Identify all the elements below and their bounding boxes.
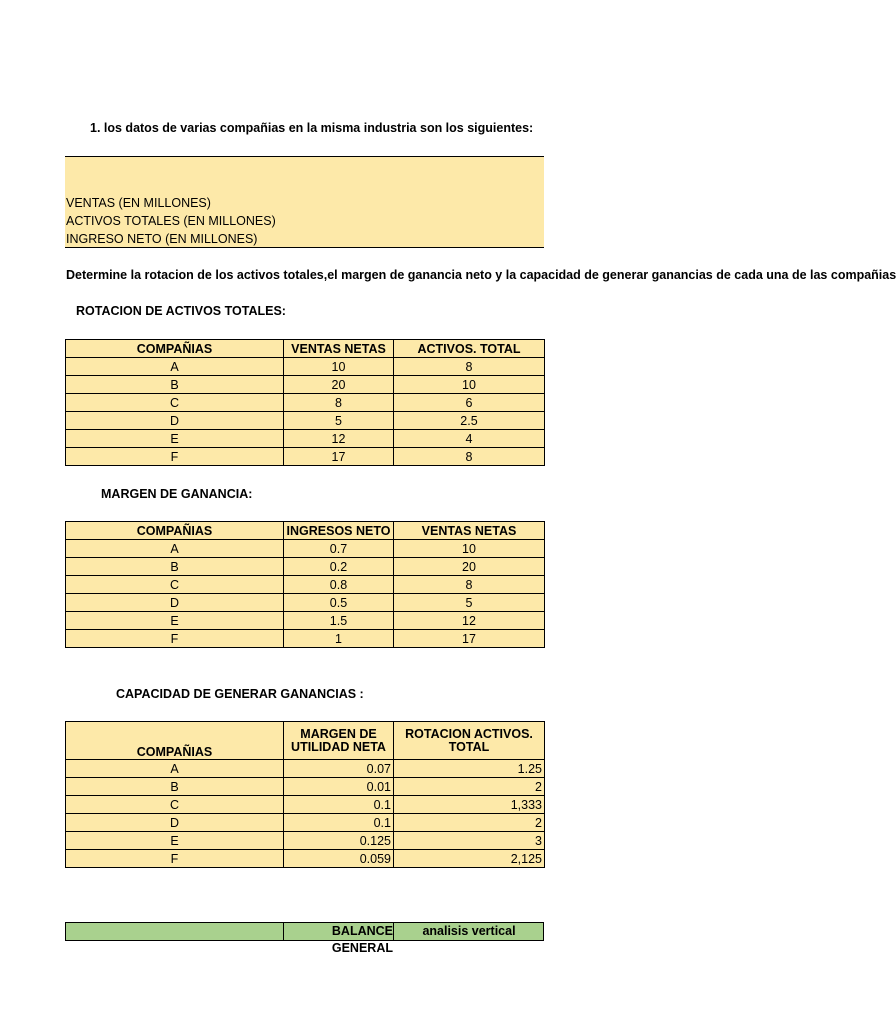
- table-row: [66, 760, 545, 778]
- company-cell: D: [66, 814, 284, 832]
- table-row: [66, 540, 545, 558]
- value-cell: 12: [284, 430, 394, 448]
- company-cell: B: [66, 376, 284, 394]
- value-cell: 0.059: [284, 850, 394, 868]
- table-row: [66, 558, 545, 576]
- table-row: [66, 814, 545, 832]
- company-cell: B: [66, 558, 284, 576]
- table-row: [66, 612, 545, 630]
- table-header-row: [66, 340, 545, 358]
- data-header-band: [65, 156, 544, 195]
- value-cell: 0.5: [284, 594, 394, 612]
- table-row: [66, 630, 545, 648]
- value-cell: 5: [284, 412, 394, 430]
- value-cell: 4: [394, 430, 545, 448]
- table-row: [66, 832, 545, 850]
- company-cell: C: [66, 576, 284, 594]
- rotacion-table: [65, 339, 545, 466]
- company-cell: F: [66, 850, 284, 868]
- value-cell: 0.07: [284, 760, 394, 778]
- table-row: [66, 594, 545, 612]
- column-header: INGRESOS NETO: [284, 522, 394, 540]
- company-cell: A: [66, 540, 284, 558]
- company-cell: D: [66, 412, 284, 430]
- table-row: [66, 850, 545, 868]
- value-cell: 2: [394, 814, 545, 832]
- section-title-rotacion: ROTACION DE ACTIVOS TOTALES:: [76, 304, 286, 318]
- data-row-ventas: VENTAS (EN MILLONES): [66, 196, 211, 210]
- table-row: [66, 576, 545, 594]
- balance-empty-cell: [66, 923, 284, 940]
- value-cell: 1.5: [284, 612, 394, 630]
- value-cell: 1: [284, 630, 394, 648]
- capacidad-table: [65, 721, 545, 868]
- value-cell: 8: [284, 394, 394, 412]
- table-row: [66, 430, 545, 448]
- column-header: VENTAS NETAS: [394, 522, 545, 540]
- value-cell: 0.1: [284, 814, 394, 832]
- column-header: ACTIVOS. TOTAL: [394, 340, 545, 358]
- data-row-activos: ACTIVOS TOTALES (EN MILLONES): [66, 214, 276, 228]
- balance-general-row: [65, 922, 544, 955]
- intro-text: 1. los datos de varias compañias en la misma industria son los siguientes:: [90, 121, 534, 135]
- value-cell: 17: [284, 448, 394, 466]
- column-header: COMPAÑIAS: [66, 340, 284, 358]
- value-cell: 2.5: [394, 412, 545, 430]
- margen-table: [65, 521, 545, 648]
- value-cell: 20: [284, 376, 394, 394]
- value-cell: 8: [394, 448, 545, 466]
- section-title-margen: MARGEN DE GANANCIA:: [101, 487, 253, 501]
- section-title-capacidad: CAPACIDAD DE GENERAR GANANCIAS :: [116, 687, 364, 701]
- company-cell: F: [66, 448, 284, 466]
- analisis-vertical-label: analisis vertical: [422, 924, 516, 938]
- value-cell: 0.1: [284, 796, 394, 814]
- value-cell: 0.7: [284, 540, 394, 558]
- company-cell: E: [66, 430, 284, 448]
- table-row: [66, 796, 545, 814]
- value-cell: 8: [394, 576, 545, 594]
- table-row: [66, 412, 545, 430]
- column-header: COMPAÑIAS: [66, 522, 284, 540]
- value-cell: 5: [394, 594, 545, 612]
- value-cell: 8: [394, 358, 545, 376]
- value-cell: 0.8: [284, 576, 394, 594]
- value-cell: 1.25: [394, 760, 545, 778]
- company-cell: E: [66, 832, 284, 850]
- table-row: [66, 778, 545, 796]
- column-header: MARGEN DE UTILIDAD NETA: [284, 722, 394, 760]
- value-cell: 2,125: [394, 850, 545, 868]
- value-cell: 6: [394, 394, 545, 412]
- value-cell: 0.2: [284, 558, 394, 576]
- table-row: [66, 394, 545, 412]
- company-cell: B: [66, 778, 284, 796]
- company-cell: E: [66, 612, 284, 630]
- question-text: Determine la rotacion de los activos totales,el margen de ganancia neto y la capacidad de generar ganancias de cada una de las compañias: [66, 268, 896, 282]
- company-cell: C: [66, 394, 284, 412]
- company-cell: D: [66, 594, 284, 612]
- table-header-row: [66, 722, 545, 760]
- value-cell: 20: [394, 558, 545, 576]
- data-band: [65, 194, 544, 248]
- value-cell: 10: [394, 540, 545, 558]
- table-row: [66, 448, 545, 466]
- value-cell: 2: [394, 778, 545, 796]
- value-cell: 3: [394, 832, 545, 850]
- company-cell: A: [66, 760, 284, 778]
- column-header: ROTACION ACTIVOS. TOTAL: [394, 722, 545, 760]
- value-cell: 10: [394, 376, 545, 394]
- value-cell: 10: [284, 358, 394, 376]
- company-cell: A: [66, 358, 284, 376]
- company-cell: F: [66, 630, 284, 648]
- value-cell: 12: [394, 612, 545, 630]
- table-row: [66, 358, 545, 376]
- value-cell: 0.125: [284, 832, 394, 850]
- table-row: [66, 376, 545, 394]
- company-cell: C: [66, 796, 284, 814]
- value-cell: 1,333: [394, 796, 545, 814]
- table-header-row: [66, 522, 545, 540]
- data-row-ingreso: INGRESO NETO (EN MILLONES): [66, 232, 258, 246]
- value-cell: 17: [394, 630, 545, 648]
- value-cell: 0.01: [284, 778, 394, 796]
- column-header: VENTAS NETAS: [284, 340, 394, 358]
- column-header: COMPAÑIAS: [66, 722, 284, 760]
- balance-general-label: BALANCE GENERAL: [283, 923, 394, 940]
